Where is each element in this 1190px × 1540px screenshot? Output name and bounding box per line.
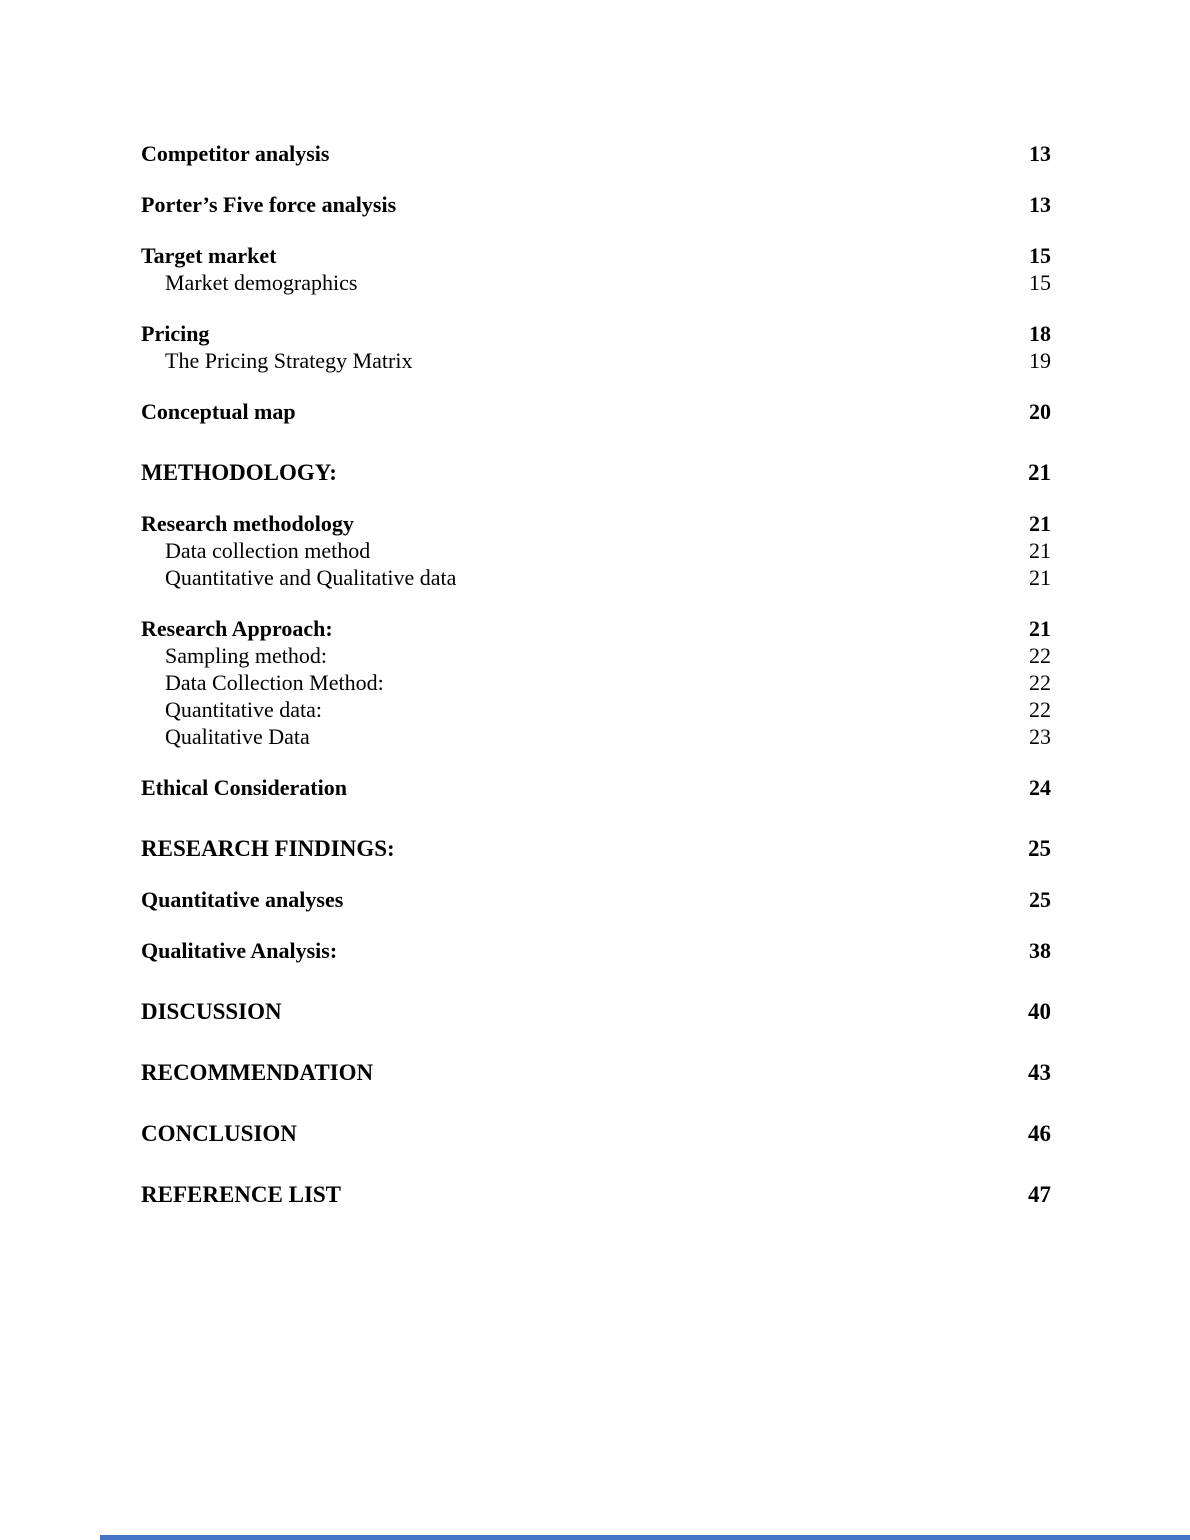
toc-entry — [141, 886, 1051, 913]
toc-entry-label: Market demographics — [165, 270, 358, 295]
toc-entry — [141, 1059, 1051, 1086]
toc-entry — [141, 1120, 1051, 1147]
toc-entry — [141, 140, 1051, 167]
toc-entry-label: Pricing — [141, 321, 210, 346]
toc-entry-label: Data Collection Method: — [165, 670, 384, 695]
toc-entry-label: DISCUSSION — [141, 999, 282, 1024]
toc-entry-page: 46 — [1028, 1121, 1051, 1146]
toc-entry-page: 18 — [1029, 321, 1051, 346]
toc-entry-label: Qualitative Data — [165, 724, 310, 749]
toc-entry-label: Quantitative and Qualitative data — [165, 565, 457, 590]
toc-entry-label: METHODOLOGY: — [141, 460, 337, 485]
toc-entry — [141, 835, 1051, 862]
toc-entry-page: 21 — [1029, 511, 1051, 536]
toc-entry-label: REFERENCE LIST — [141, 1182, 342, 1207]
toc-entry — [141, 347, 1051, 374]
toc-entry-page: 25 — [1028, 836, 1051, 861]
toc-entry-page: 23 — [1029, 724, 1051, 749]
toc-entry-page: 22 — [1029, 670, 1051, 695]
toc-entry — [141, 269, 1051, 296]
toc-entry — [141, 642, 1051, 669]
toc-entry — [141, 774, 1051, 801]
toc-entry — [141, 510, 1051, 537]
toc-entry — [141, 242, 1051, 269]
toc-entry-label: Research Approach: — [141, 616, 333, 641]
toc-entry-label: RESEARCH FINDINGS: — [141, 836, 395, 861]
toc-entry — [141, 615, 1051, 642]
toc-entry-label: Porter’s Five force analysis — [141, 192, 397, 217]
toc-entry-page: 24 — [1029, 775, 1051, 800]
toc-entry-page: 47 — [1028, 1182, 1051, 1207]
toc-entry-page: 20 — [1029, 399, 1051, 424]
toc-entry-page: 13 — [1029, 192, 1051, 217]
toc-entry-label: Quantitative analyses — [141, 887, 344, 912]
toc-entry-label: Research methodology — [141, 511, 354, 536]
toc-entry-label: Data collection method — [165, 538, 371, 563]
toc-entry-label: Qualitative Analysis: — [141, 938, 338, 963]
toc-list — [141, 140, 1051, 1208]
toc-entry-page: 25 — [1029, 887, 1051, 912]
toc-entry-page: 13 — [1029, 141, 1051, 166]
toc-entry — [141, 669, 1051, 696]
toc-entry — [141, 1181, 1051, 1208]
toc-entry-page: 15 — [1029, 270, 1051, 295]
toc-entry-page: 15 — [1029, 243, 1051, 268]
toc-entry-label: Sampling method: — [165, 643, 327, 668]
toc-entry — [141, 723, 1051, 750]
toc-entry-page: 21 — [1029, 616, 1051, 641]
toc-entry-label: Conceptual map — [141, 399, 296, 424]
toc-entry — [141, 937, 1051, 964]
toc-entry-label: Quantitative data: — [165, 697, 322, 722]
toc-entry-page: 21 — [1028, 460, 1051, 485]
toc-entry-page: 38 — [1029, 938, 1051, 963]
toc-entry-page: 21 — [1029, 565, 1051, 590]
toc-entry-label: Competitor analysis — [141, 141, 330, 166]
toc-entry — [141, 459, 1051, 486]
toc-entry-label: CONCLUSION — [141, 1121, 297, 1146]
toc-entry-label: RECOMMENDATION — [141, 1060, 374, 1085]
toc-entry-label: Target market — [141, 243, 277, 268]
toc-entry — [141, 564, 1051, 591]
toc-entry-page: 40 — [1028, 999, 1051, 1024]
toc-entry-label: Ethical Consideration — [141, 775, 347, 800]
toc-entry-page: 19 — [1029, 348, 1051, 373]
toc-entry — [141, 537, 1051, 564]
toc-entry-label: The Pricing Strategy Matrix — [165, 348, 413, 373]
toc-entry — [141, 320, 1051, 347]
toc-entry-page: 43 — [1028, 1060, 1051, 1085]
toc-entry-page: 22 — [1029, 697, 1051, 722]
toc-entry — [141, 696, 1051, 723]
toc-entry — [141, 998, 1051, 1025]
toc-entry — [141, 398, 1051, 425]
toc-entry-page: 22 — [1029, 643, 1051, 668]
footer-accent-bar — [100, 1535, 1190, 1540]
toc-entry-page: 21 — [1029, 538, 1051, 563]
toc-entry — [141, 191, 1051, 218]
